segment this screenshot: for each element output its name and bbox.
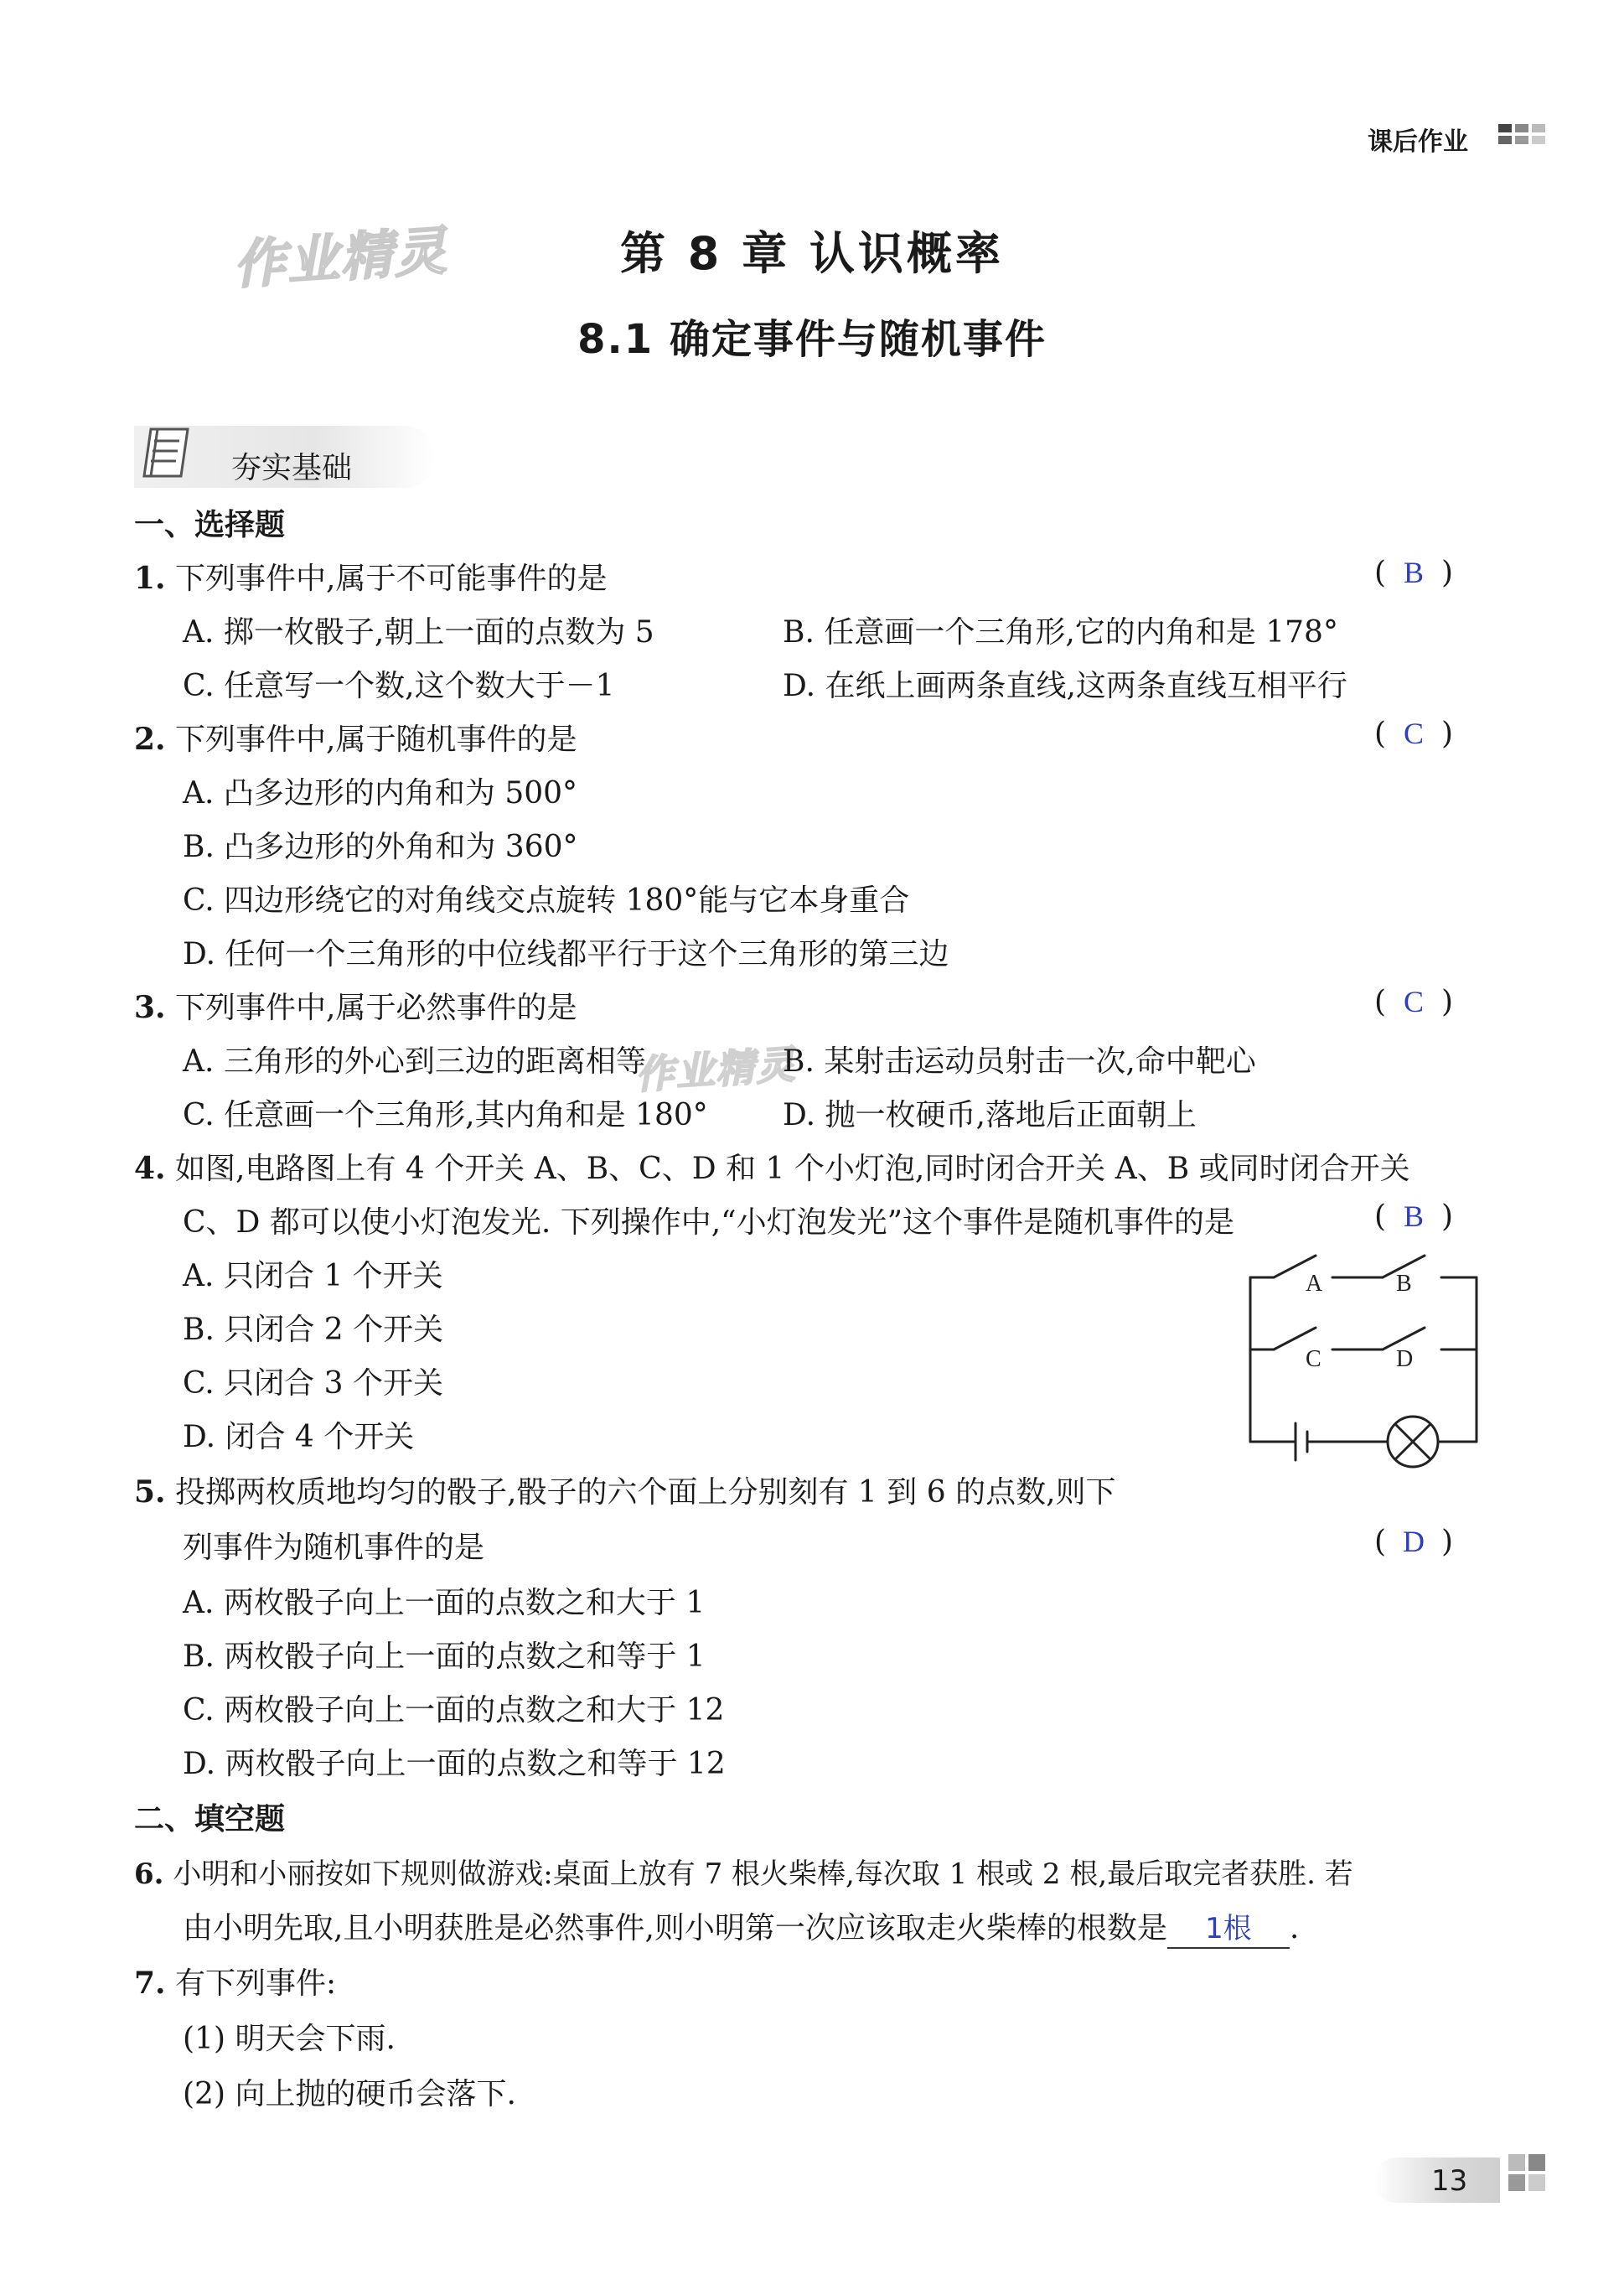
q1-answer: ( B ) — [1374, 556, 1454, 590]
q1-option-b: B. 任意画一个三角形,它的内角和是 178° — [783, 615, 1338, 650]
q2-option-a: A. 凸多边形的内角和为 500° — [183, 776, 578, 811]
q7-item1: (1) 明天会下雨. — [183, 2022, 396, 2056]
q4-stem-line2: C、D 都可以使小灯泡发光. 下列操作中,“小灯泡发光”这个事件是随机事件的是 — [183, 1205, 1234, 1240]
q3-option-b: B. 某射击运动员射击一次,命中靶心 — [783, 1044, 1256, 1079]
q5-option-b: B. 两枚骰子向上一面的点数之和等于 1 — [183, 1640, 706, 1674]
q3-answer: ( C ) — [1374, 985, 1454, 1019]
q2-option-d: D. 任何一个三角形的中位线都平行于这个三角形的第三边 — [183, 937, 949, 971]
q4-stem-line1: 4. 如图,电路图上有 4 个开关 A、B、C、D 和 1 个小灯泡,同时闭合开关 A、B 或同时闭合开关 — [134, 1151, 1410, 1186]
q2-answer: ( C ) — [1374, 717, 1454, 751]
q1-option-a: A. 掷一枚骰子,朝上一面的点数为 5 — [183, 615, 654, 650]
section-title: 8.1 确定事件与随机事件 — [577, 316, 1047, 363]
watermark: 作业精灵 — [231, 220, 450, 296]
q5-option-d: D. 两枚骰子向上一面的点数之和等于 12 — [183, 1747, 726, 1781]
q7-stem: 7. 有下列事件: — [134, 1966, 337, 2001]
header-label: 课后作业 — [1368, 127, 1468, 157]
part2-title: 二、填空题 — [134, 1802, 286, 1836]
banner-text: 夯实基础 — [231, 451, 353, 485]
q6-answer-blank: 1根 — [1167, 1910, 1290, 1949]
q3-option-a: A. 三角形的外心到三边的距离相等 — [183, 1044, 646, 1079]
q5-option-c: C. 两枚骰子向上一面的点数之和大于 12 — [183, 1693, 725, 1728]
q4-answer: ( B ) — [1374, 1199, 1454, 1234]
header-squares-icon — [1498, 124, 1547, 149]
q2-stem: 2. 下列事件中,属于随机事件的是 — [134, 722, 577, 757]
q4-option-a: A. 只闭合 1 个开关 — [183, 1259, 443, 1293]
q3-stem: 3. 下列事件中,属于必然事件的是 — [134, 990, 577, 1025]
q1-stem: 1. 下列事件中,属于不可能事件的是 — [134, 561, 608, 596]
switch-b-label: B — [1396, 1271, 1412, 1297]
q2-option-c: C. 四边形绕它的对角线交点旋转 180°能与它本身重合 — [183, 883, 910, 918]
chapter-title: 第 8 章 认识概率 — [620, 227, 1004, 280]
q4-option-c: C. 只闭合 3 个开关 — [183, 1366, 443, 1401]
q2-option-b: B. 凸多边形的外角和为 360° — [183, 830, 578, 864]
circuit-diagram — [1240, 1244, 1492, 1479]
q6-line2: 由小明先取,且小明获胜是必然事件,则小明第一次应该取走火柴棒的根数是 1根 . — [183, 1904, 1299, 1949]
q5-option-a: A. 两枚骰子向上一面的点数之和大于 1 — [183, 1586, 706, 1620]
q6-line1: 6. 小明和小丽按如下规则做游戏:桌面上放有 7 根火柴棒,每次取 1 根或 2 根,最后取完者获胜. 若 — [134, 1857, 1353, 1891]
switch-d-label: D — [1396, 1346, 1414, 1372]
page-corner-squares-icon — [1508, 2154, 1550, 2208]
q5-answer: ( D ) — [1374, 1525, 1454, 1559]
part1-title: 一、选择题 — [134, 508, 286, 542]
notebook-icon — [139, 424, 193, 481]
switch-a-label: A — [1306, 1271, 1323, 1297]
switch-c-label: C — [1306, 1346, 1321, 1372]
q3-option-c: C. 任意画一个三角形,其内角和是 180° — [183, 1098, 708, 1132]
q5-stem-line2: 列事件为随机事件的是 — [183, 1531, 485, 1565]
q1-option-c: C. 任意写一个数,这个数大于－1 — [183, 669, 615, 703]
page-number: 13 — [1431, 2164, 1468, 2198]
q4-option-d: D. 闭合 4 个开关 — [183, 1420, 415, 1454]
q5-stem-line1: 5. 投掷两枚质地均匀的骰子,骰子的六个面上分别刻有 1 到 6 的点数,则下 — [134, 1474, 1116, 1510]
q3-option-d: D. 抛一枚硬币,落地后正面朝上 — [783, 1098, 1197, 1132]
q1-option-d: D. 在纸上画两条直线,这两条直线互相平行 — [783, 669, 1347, 703]
q7-item2: (2) 向上抛的硬币会落下. — [183, 2077, 516, 2111]
watermark-middle: 作业精灵 — [634, 1041, 798, 1098]
q4-option-b: B. 只闭合 2 个开关 — [183, 1313, 444, 1347]
